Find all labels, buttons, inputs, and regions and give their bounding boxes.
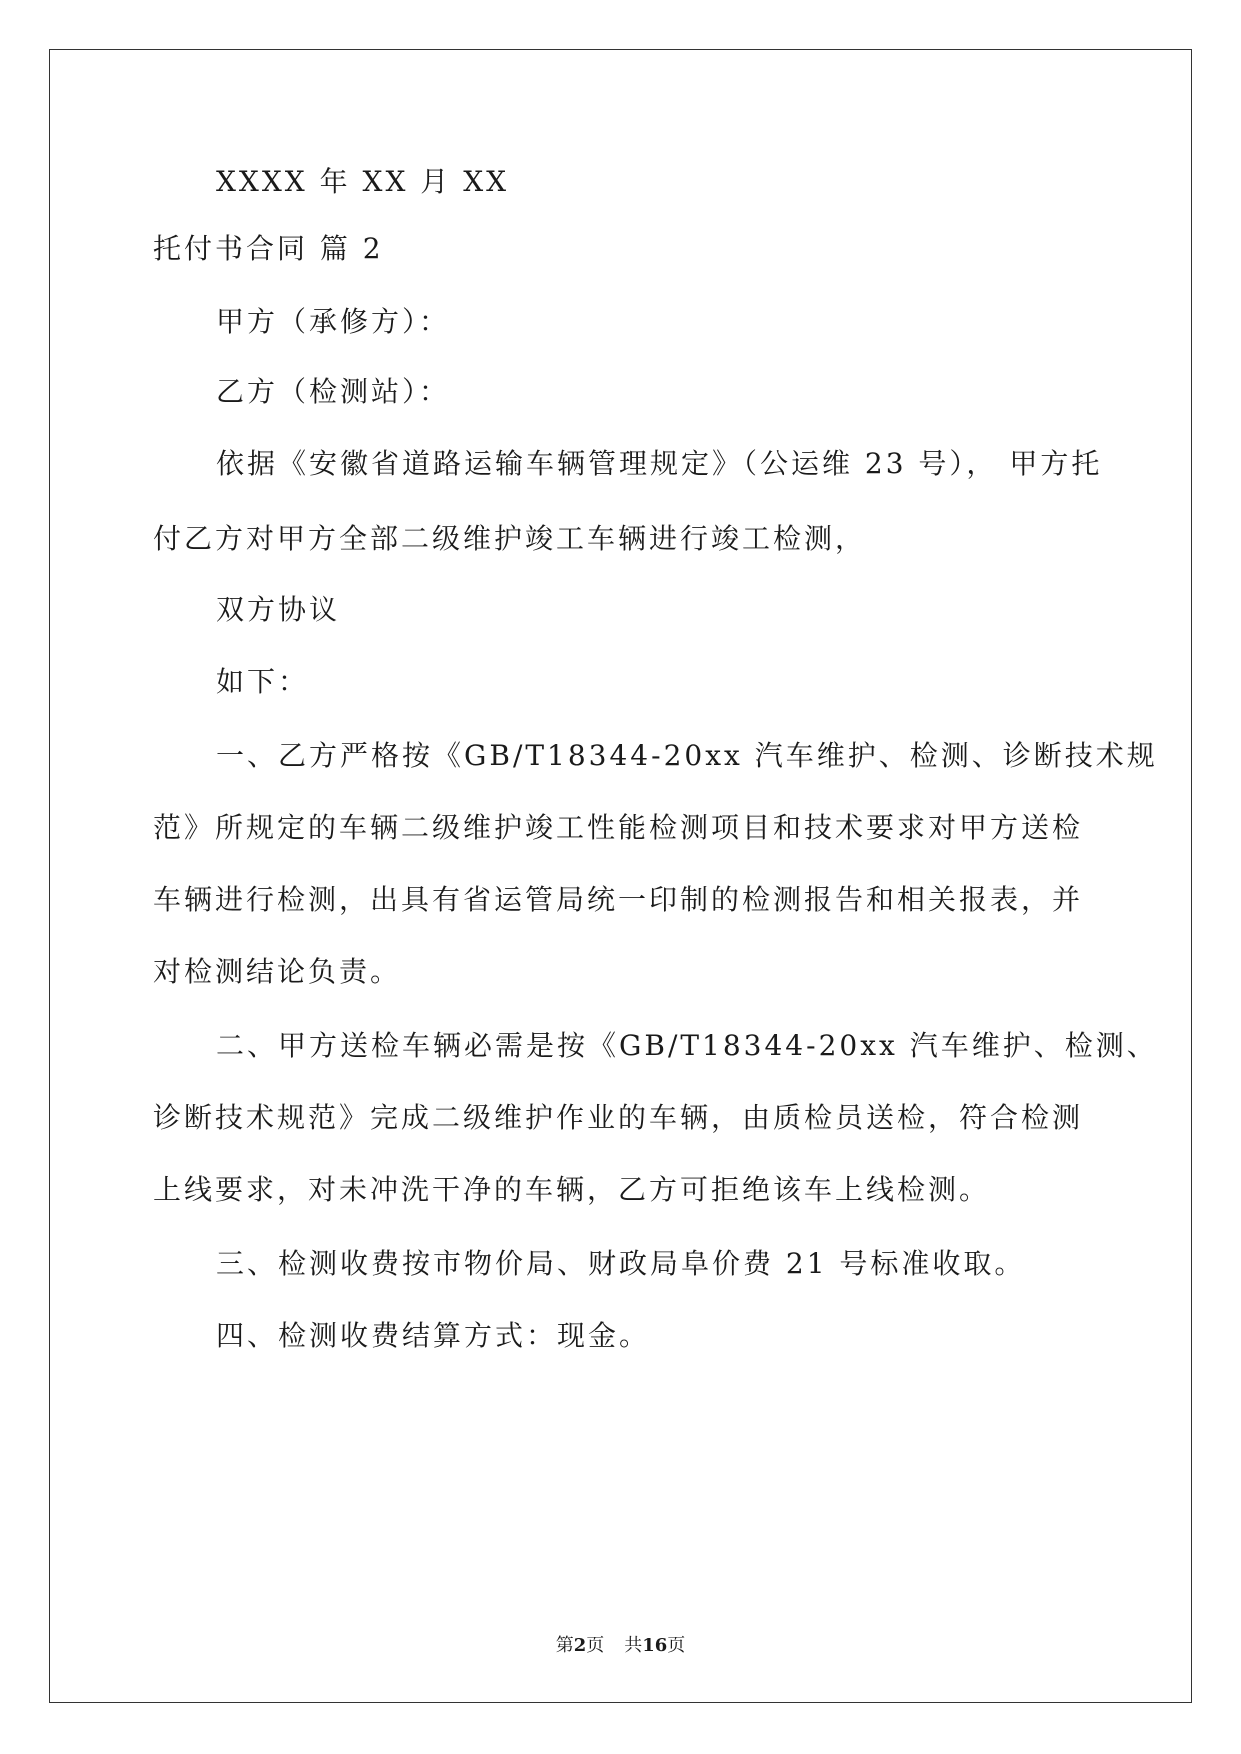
page-total-prefix: 共 xyxy=(624,1635,643,1656)
clause-1-line: 对检测结论负责。 xyxy=(153,955,402,988)
paragraph-line: 如下： xyxy=(216,665,310,698)
section-title: 托付书合同 篇 2 xyxy=(153,232,384,265)
clause-2-line: 诊断技术规范》完成二级维护作业的车辆，由质检员送检，符合检测 xyxy=(153,1101,1084,1134)
clause-1-line: 范》所规定的车辆二级维护竣工性能检测项目和技术要求对甲方送检 xyxy=(153,811,1084,844)
page-number-current: 2 xyxy=(573,1635,587,1656)
clause-4-line: 四、检测收费结算方式：现金。 xyxy=(216,1319,651,1352)
paragraph-line: 依据《安徽省道路运输车辆管理规定》（公运维 23 号）， 甲方托 xyxy=(216,447,1103,480)
date-line: XXXX 年 XX 月 XX xyxy=(216,165,510,198)
paragraph-line: 付乙方对甲方全部二级维护竣工车辆进行竣工检测， xyxy=(153,522,867,555)
page-total-suffix: 页 xyxy=(667,1635,686,1656)
page-border xyxy=(49,49,1192,1703)
party-a-line: 甲方（承修方）： xyxy=(216,305,451,338)
paragraph-line: 双方协议 xyxy=(216,593,341,626)
clause-3-line: 三、检测收费按市物价局、财政局阜价费 21 号标准收取。 xyxy=(216,1247,1026,1280)
clause-2-line: 上线要求，对未冲洗干净的车辆，乙方可拒绝该车上线检测。 xyxy=(153,1173,991,1206)
page-number-suffix: 页 xyxy=(586,1635,605,1656)
clause-1-line: 一、乙方严格按《GB/T18344-20xx 汽车维护、检测、诊断技术规 xyxy=(216,739,1158,772)
page-total: 16 xyxy=(642,1635,668,1656)
clause-2-line: 二、甲方送检车辆必需是按《GB/T18344-20xx 汽车维护、检测、 xyxy=(216,1029,1158,1062)
clause-1-line: 车辆进行检测，出具有省运管局统一印制的检测报告和相关报表，并 xyxy=(153,883,1084,916)
party-b-line: 乙方（检测站）： xyxy=(216,375,451,408)
page-number-prefix: 第 xyxy=(555,1635,574,1656)
page-footer xyxy=(0,1634,1241,1658)
